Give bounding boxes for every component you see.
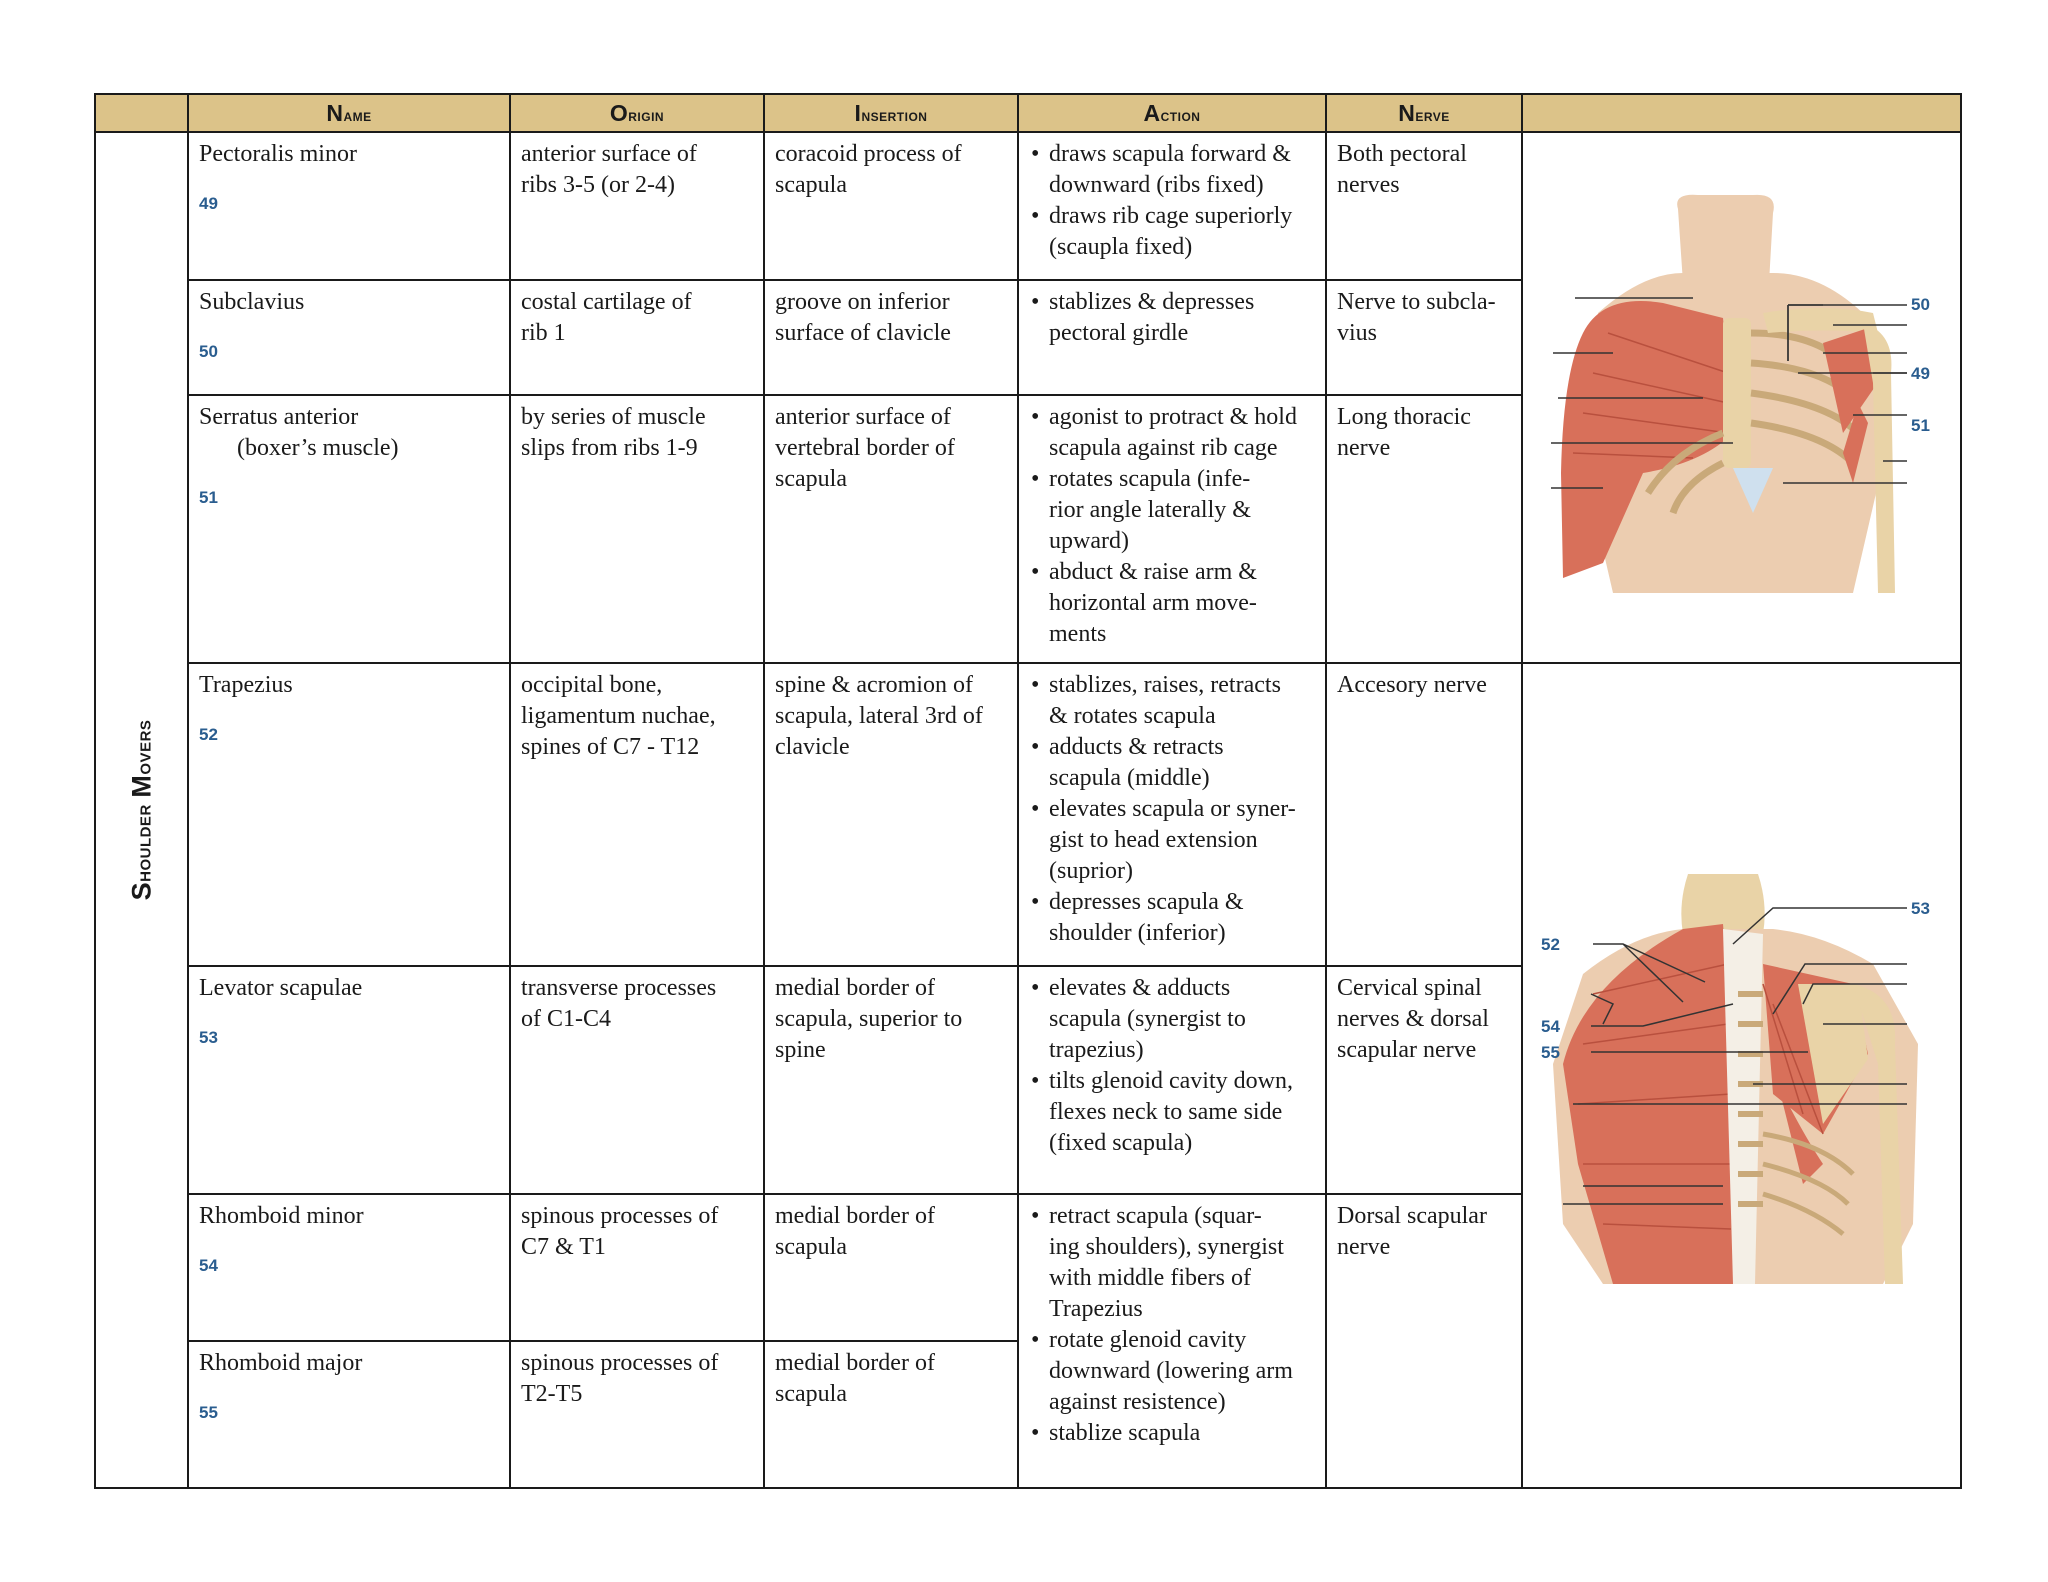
posterior-back-illustration: [1523, 664, 1962, 1484]
text-line: spinous processes of: [521, 1350, 719, 1376]
origin-cell: [510, 280, 764, 395]
action-list: [1029, 670, 1315, 949]
action-list: [1029, 1201, 1315, 1449]
text-line: scapula, lateral 3rd of: [775, 703, 983, 729]
action-line: • stablizes, raises, retracts: [1049, 672, 1281, 698]
text-line: Nerve to subcla-: [1337, 289, 1496, 315]
rhomboid-action-cell: [1018, 1194, 1326, 1488]
muscle-number: 52: [199, 725, 218, 744]
action-cell: [1018, 966, 1326, 1194]
text-line: spines of C7 - T12: [521, 734, 700, 760]
insertion-cell: [764, 395, 1018, 663]
action-line: • stablize scapula: [1049, 1420, 1201, 1446]
action-line: • rotate glenoid cavity: [1049, 1327, 1247, 1353]
figure-label-54: 54: [1541, 1017, 1560, 1036]
header-insertion: Insertion: [764, 94, 1018, 132]
action-item: [1029, 201, 1315, 263]
action-item: [1029, 1201, 1315, 1325]
action-item: [1029, 1066, 1315, 1159]
text-line: vius: [1337, 320, 1378, 346]
figure-label-52: 52: [1541, 935, 1560, 954]
muscle-name: Levator scapulae: [199, 975, 363, 1001]
text-line: anterior surface of: [775, 404, 951, 430]
action-line: • draws rib cage superiorly: [1049, 203, 1293, 229]
header-corner: [95, 94, 188, 132]
header-nerve: Nerve: [1326, 94, 1522, 132]
action-line: horizontal arm move-: [1049, 590, 1257, 616]
muscle-number: 54: [199, 1256, 218, 1275]
text-line: medial border of: [775, 1203, 935, 1229]
action-cell: [1018, 132, 1326, 280]
action-item: [1029, 139, 1315, 201]
header-origin: Origin: [510, 94, 764, 132]
action-line: • abduct & raise arm &: [1049, 559, 1257, 585]
action-item: [1029, 402, 1315, 464]
muscle-name: Rhomboid major: [199, 1350, 363, 1376]
action-line: with middle fibers of: [1049, 1265, 1251, 1291]
figure-label-53: 53: [1911, 899, 1930, 918]
origin-cell: [510, 1194, 764, 1341]
insertion-cell: [764, 280, 1018, 395]
text-line: costal cartilage of: [521, 289, 692, 315]
action-line: • rotates scapula (infe-: [1049, 466, 1251, 492]
section-label: Shoulder Movers: [126, 719, 156, 901]
action-item: [1029, 670, 1315, 732]
text-line: nerve: [1337, 435, 1391, 461]
action-list: [1029, 287, 1315, 349]
action-item: [1029, 287, 1315, 349]
action-line: flexes neck to same side: [1049, 1099, 1283, 1125]
text-line: ribs 3-5 (or 2-4): [521, 172, 675, 198]
figure-label-55: 55: [1541, 1043, 1560, 1062]
name-cell: [188, 663, 510, 966]
text-line: nerves: [1337, 172, 1400, 198]
figure-label-50: 50: [1911, 295, 1930, 314]
action-line: (scaupla fixed): [1049, 234, 1193, 260]
action-line: (fixed scapula): [1049, 1130, 1193, 1156]
insertion-cell: [764, 663, 1018, 966]
muscle-number: 51: [199, 488, 218, 507]
origin-cell: [510, 132, 764, 280]
header-row: [95, 94, 1961, 132]
text-line: medial border of: [775, 975, 935, 1001]
muscle-number: 55: [199, 1403, 218, 1422]
action-line: downward (lowering arm: [1049, 1358, 1293, 1384]
insertion-cell: [764, 132, 1018, 280]
muscle-name: Trapezius: [199, 672, 293, 698]
action-line: scapula (middle): [1049, 765, 1210, 791]
action-item: [1029, 1325, 1315, 1418]
action-line: ing shoulders), synergist: [1049, 1234, 1284, 1260]
insertion-cell: [764, 1194, 1018, 1341]
sternum-shape: [1723, 318, 1751, 468]
action-line: downward (ribs fixed): [1049, 172, 1264, 198]
action-cell: [1018, 395, 1326, 663]
action-line: • tilts glenoid cavity down,: [1049, 1068, 1293, 1094]
action-line: rior angle laterally &: [1049, 497, 1251, 523]
action-line: ments: [1049, 621, 1107, 647]
text-line: surface of clavicle: [775, 320, 951, 346]
muscle-name-sub: (boxer’s muscle): [237, 435, 399, 461]
action-line: • adducts & retracts: [1049, 734, 1224, 760]
anterior-figure-cell: [1522, 132, 1961, 663]
text-line: spine & acromion of: [775, 672, 973, 698]
action-line: scapula against rib cage: [1049, 435, 1278, 461]
text-line: spine: [775, 1037, 826, 1063]
text-line: Accesory nerve: [1337, 672, 1487, 698]
name-cell: [188, 280, 510, 395]
name-cell: [188, 1194, 510, 1341]
rhomboid-nerve-cell: [1326, 1194, 1522, 1488]
text-line: spinous processes of: [521, 1203, 719, 1229]
action-item: [1029, 557, 1315, 650]
action-line: trapezius): [1049, 1037, 1144, 1063]
name-cell: [188, 395, 510, 663]
text-line: nerve: [1337, 1234, 1391, 1260]
text-line: Both pectoral: [1337, 141, 1467, 167]
text-line: scapular nerve: [1337, 1037, 1477, 1063]
action-line: pectoral girdle: [1049, 320, 1189, 346]
text-line: Long thoracic: [1337, 404, 1471, 430]
text-line: C7 & T1: [521, 1234, 606, 1260]
action-line: scapula (synergist to: [1049, 1006, 1246, 1032]
action-line: • retract scapula (squar-: [1049, 1203, 1262, 1229]
text-line: Cervical spinal: [1337, 975, 1482, 1001]
header-figure: [1522, 94, 1961, 132]
name-cell: [188, 132, 510, 280]
origin-cell: [510, 1341, 764, 1488]
figure-label-49: 49: [1911, 364, 1930, 383]
action-item: [1029, 1418, 1315, 1449]
action-line: • elevates scapula or syner-: [1049, 796, 1296, 822]
text-line: slips from ribs 1-9: [521, 435, 698, 461]
section-label-cell: [95, 132, 188, 1488]
muscle-name: Serratus anterior: [199, 404, 359, 430]
text-line: medial border of: [775, 1350, 935, 1376]
origin-cell: [510, 966, 764, 1194]
header-action: Action: [1018, 94, 1326, 132]
nerve-cell: [1326, 966, 1522, 1194]
text-line: occipital bone,: [521, 672, 663, 698]
text-line: ligamentum nuchae,: [521, 703, 716, 729]
action-list: [1029, 139, 1315, 263]
action-line: • agonist to protract & hold: [1049, 404, 1297, 430]
text-line: T2-T5: [521, 1381, 583, 1407]
action-line: shoulder (inferior): [1049, 920, 1226, 946]
action-list: [1029, 402, 1315, 650]
action-item: [1029, 794, 1315, 887]
action-line: • depresses scapula &: [1049, 889, 1244, 915]
text-line: coracoid process of: [775, 141, 962, 167]
muscle-number: 53: [199, 1028, 218, 1047]
muscle-name: Subclavius: [199, 289, 305, 315]
name-cell: [188, 966, 510, 1194]
figure-label-51: 51: [1911, 416, 1930, 435]
table-row: [95, 132, 1961, 280]
action-item: [1029, 887, 1315, 949]
action-cell: [1018, 280, 1326, 395]
text-line: groove on inferior: [775, 289, 950, 315]
origin-cell: [510, 663, 764, 966]
text-line: scapula: [775, 1381, 847, 1407]
origin-cell: [510, 395, 764, 663]
neck-shape: [1677, 195, 1774, 283]
muscle-number: 50: [199, 342, 218, 361]
action-item: [1029, 732, 1315, 794]
action-cell: [1018, 663, 1326, 966]
posterior-figure-cell: [1522, 663, 1961, 1488]
name-cell: [188, 1341, 510, 1488]
text-line: of C1-C4: [521, 1006, 611, 1032]
muscle-number: 49: [199, 194, 218, 213]
action-list: [1029, 973, 1315, 1159]
action-item: [1029, 973, 1315, 1066]
muscle-table: [94, 93, 1962, 1489]
nerve-cell: [1326, 395, 1522, 663]
header-name: Name: [188, 94, 510, 132]
text-line: anterior surface of: [521, 141, 697, 167]
insertion-cell: [764, 1341, 1018, 1488]
clavicle-shape: [1763, 308, 1878, 333]
muscle-name: Rhomboid minor: [199, 1203, 364, 1229]
action-line: & rotates scapula: [1049, 703, 1216, 729]
action-line: • elevates & adducts: [1049, 975, 1231, 1001]
text-line: rib 1: [521, 320, 566, 346]
text-line: scapula: [775, 172, 847, 198]
action-line: Trapezius: [1049, 1296, 1143, 1322]
nerve-cell: [1326, 132, 1522, 280]
action-line: • draws scapula forward &: [1049, 141, 1291, 167]
text-line: scapula, superior to: [775, 1006, 963, 1032]
action-line: against resistence): [1049, 1389, 1226, 1415]
text-line: transverse processes: [521, 975, 717, 1001]
action-line: gist to head extension: [1049, 827, 1258, 853]
anterior-shoulder-illustration: [1523, 133, 1962, 663]
text-line: clavicle: [775, 734, 850, 760]
insertion-cell: [764, 966, 1018, 1194]
text-line: by series of muscle: [521, 404, 706, 430]
table-row: [95, 663, 1961, 966]
action-line: upward): [1049, 528, 1129, 554]
text-line: nerves & dorsal: [1337, 1006, 1489, 1032]
action-line: • stablizes & depresses: [1049, 289, 1255, 315]
nerve-cell: [1326, 663, 1522, 966]
text-line: scapula: [775, 1234, 847, 1260]
text-line: vertebral border of: [775, 435, 955, 461]
text-line: scapula: [775, 466, 847, 492]
text-line: Dorsal scapular: [1337, 1203, 1487, 1229]
nerve-cell: [1326, 280, 1522, 395]
action-line: (suprior): [1049, 858, 1133, 884]
muscle-name: Pectoralis minor: [199, 141, 357, 167]
action-item: [1029, 464, 1315, 557]
